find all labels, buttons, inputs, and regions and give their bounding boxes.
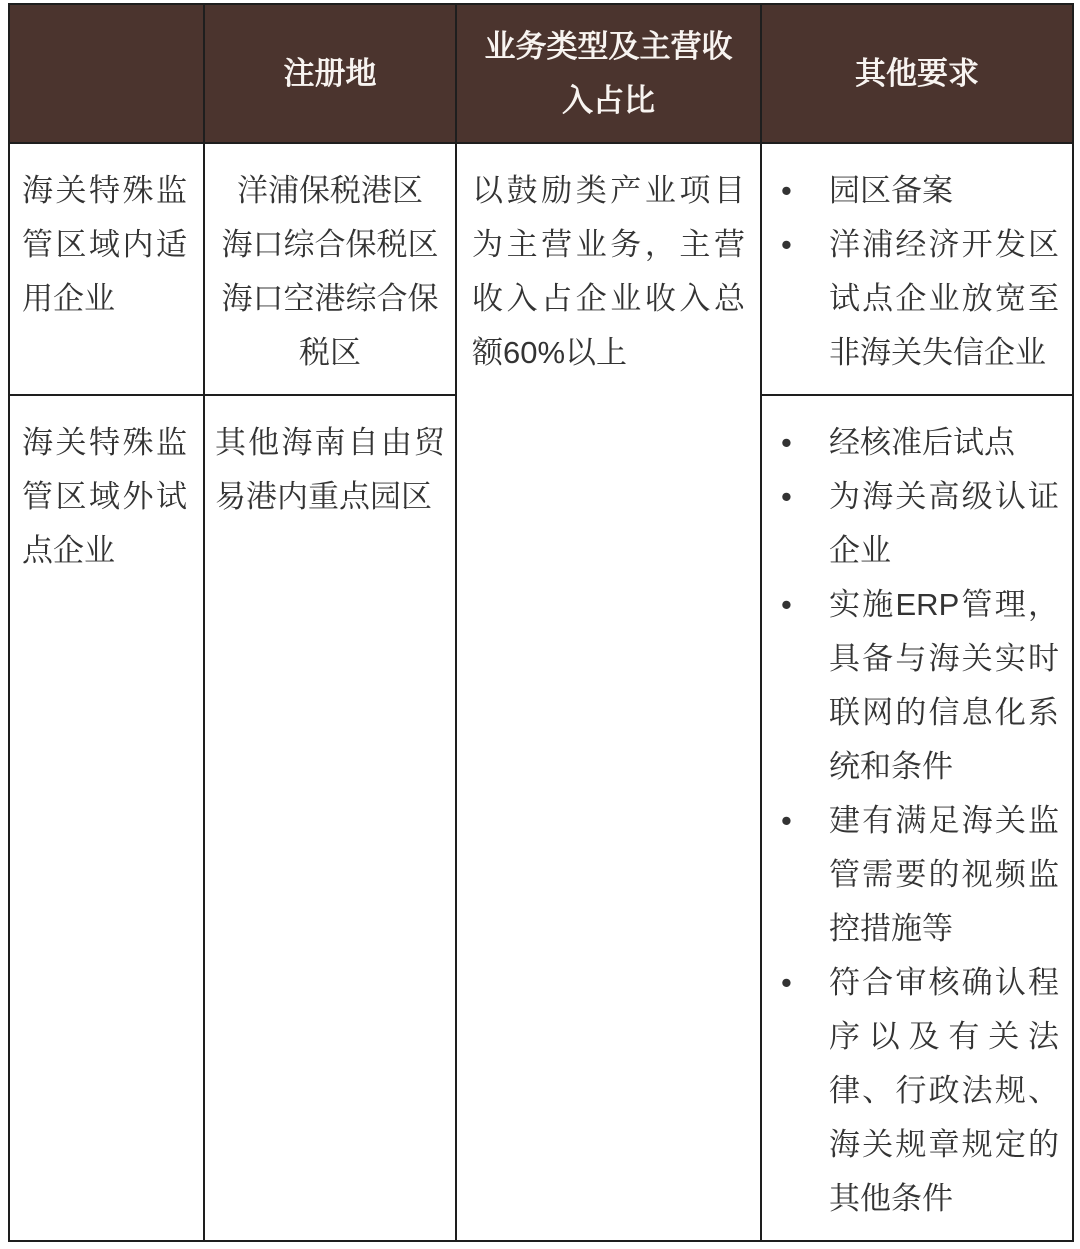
- bullet-icon: •: [781, 173, 792, 208]
- requirements-list: [779, 164, 1059, 380]
- requirement-item: [779, 794, 1059, 956]
- category-cell: 海关特殊监管区域外试点企业: [9, 395, 204, 1241]
- registration-places-cell: [204, 143, 456, 395]
- requirement-text: 为海关高级认证企业: [829, 479, 1059, 568]
- requirement-text: 符合审核确认程序以及有关法律、行政法规、海关规章规定的其他条件: [829, 965, 1059, 1216]
- requirement-text: 实施ERP管理，具备与海关实时联网的信息化系统和条件: [829, 587, 1059, 784]
- customs-requirements-table: [8, 3, 1074, 1242]
- header-row: [9, 4, 1073, 143]
- requirement-text: 洋浦经济开发区试点企业放宽至非海关失信企业: [829, 227, 1059, 370]
- requirement-text: 建有满足海关监管需要的视频监控措施等: [829, 803, 1059, 946]
- registration-place-line: 海口综合保税区: [221, 227, 439, 262]
- other-requirements-cell: [761, 395, 1073, 1241]
- registration-place-line: 其他海南自由贸易港内重点园区: [215, 425, 445, 514]
- registration-place-line: 洋浦保税港区: [237, 173, 423, 208]
- requirement-item: [779, 578, 1059, 794]
- category-cell: 海关特殊监管区域内适用企业: [9, 143, 204, 395]
- header-cell-other-requirements: 其他要求: [761, 4, 1073, 143]
- requirement-item: [779, 470, 1059, 578]
- bullet-icon: •: [781, 425, 792, 460]
- table-row-inside-zone: [9, 143, 1073, 395]
- bullet-icon: •: [781, 965, 792, 1000]
- requirements-list: [779, 416, 1059, 1226]
- header-cell-category: [9, 4, 204, 143]
- bullet-icon: •: [781, 587, 792, 622]
- requirement-item: [779, 218, 1059, 380]
- header-cell-registration: 注册地: [204, 4, 456, 143]
- registration-places-cell: [204, 395, 456, 1241]
- requirement-text: 经核准后试点: [829, 425, 1015, 460]
- bullet-icon: •: [781, 803, 792, 838]
- requirement-item: [779, 164, 1059, 218]
- requirement-item: [779, 416, 1059, 470]
- other-requirements-cell: [761, 143, 1073, 395]
- bullet-icon: •: [781, 479, 792, 514]
- requirement-item: [779, 956, 1059, 1226]
- requirement-text: 园区备案: [829, 173, 953, 208]
- registration-place-line: 海口空港综合保税区: [221, 281, 439, 370]
- registration-places-list: [215, 416, 445, 524]
- registration-places-list: [215, 164, 445, 380]
- bullet-icon: •: [781, 227, 792, 262]
- business-type-cell: 以鼓励类产业项目为主营业务，主营收入占企业收入总额60%以上: [456, 143, 761, 1241]
- header-cell-business-type: 业务类型及主营收入占比: [456, 4, 761, 143]
